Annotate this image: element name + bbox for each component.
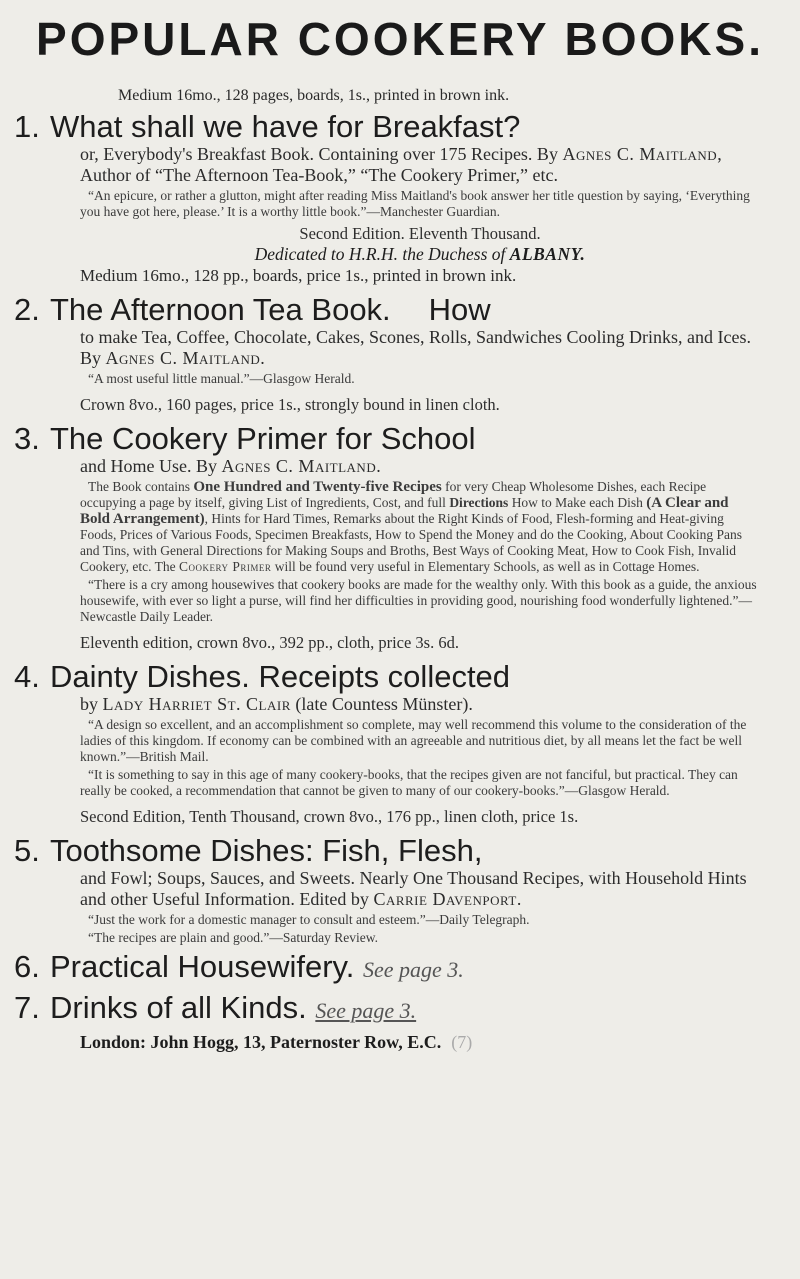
book-title bbox=[14, 990, 760, 1028]
contents-text: will be found very useful in Elementary Schools, as well as in Cottage Homes. bbox=[271, 559, 700, 574]
publisher-address: London: John Hogg, 13, Paternoster Row, E.C. bbox=[80, 1032, 442, 1052]
book-entry bbox=[14, 109, 760, 286]
book-title bbox=[14, 659, 760, 694]
review-quote: “A design so excellent, and an accomplishment so complete, may well recommend this volume to the consideration of the ladies of this kingdom. If economy can be combined with an agreeable and nutritious diet, by all means let the fact be well known.”—British Mail. bbox=[80, 717, 747, 764]
book-title bbox=[14, 109, 760, 144]
review-quote: “There is a cry among housewives that cookery books are made for the wealthy only. With this book as a guide, the anxious housewife, with ever so light a purse, will find her difficulties in providing good, nourishing food wonderfully lightened.”—Newcastle Daily Leader. bbox=[80, 577, 757, 624]
book-description bbox=[80, 868, 760, 910]
title-text: The Cookery Primer for School bbox=[50, 421, 476, 456]
book-title bbox=[14, 833, 760, 868]
contents-highlight: (A Clear and Bold Arrangement) bbox=[80, 495, 729, 527]
page-number: (7) bbox=[451, 1032, 473, 1052]
entry-number: 5. bbox=[14, 833, 40, 868]
title-text: Drinks of all Kinds. bbox=[50, 990, 307, 1025]
title-text-continued: How bbox=[428, 292, 491, 327]
title-text: Practical Housewifery. bbox=[50, 949, 355, 984]
dedication-text: Dedicated to H.R.H. the Duchess of bbox=[254, 244, 510, 264]
review-quote: “Just the work for a domestic manager to consult and esteem.”—Daily Telegraph. bbox=[88, 912, 530, 927]
contents-text: The Book contains bbox=[88, 479, 194, 494]
desc-text: , Author of “The Afternoon Tea-Book,” “The Cookery Primer,” etc. bbox=[80, 144, 722, 185]
contents-text: How to Make each Dish bbox=[508, 495, 647, 510]
page-reference: See page 3. bbox=[315, 998, 417, 1023]
book-entry bbox=[14, 659, 760, 827]
author-name: Agnes C. Maitland bbox=[562, 144, 718, 164]
book-entry bbox=[14, 833, 760, 946]
contents-highlight: One Hundred and Twenty-five Recipes bbox=[193, 479, 442, 495]
author-name: Carrie Davenport. bbox=[373, 889, 522, 909]
dedication bbox=[80, 244, 760, 265]
book-list bbox=[0, 86, 800, 1053]
review-quote: “A most useful little manual.”—Glasgow Herald. bbox=[88, 371, 355, 386]
format-info: Medium 16mo., 128 pp., boards, price 1s., printed in brown ink. bbox=[80, 266, 517, 285]
book-entry bbox=[14, 990, 760, 1028]
edition-info: Second Edition, Tenth Thousand, crown 8vo., 176 pp., linen cloth, price 1s. bbox=[80, 807, 579, 826]
review-quote: “An epicure, or rather a glutton, might after reading Miss Maitland's book answer her title question by saying, ‘Everything you have got here, please.’ It is a worthy little book.”—Manchester Guardian. bbox=[80, 188, 750, 219]
dedicatee: ALBANY. bbox=[509, 244, 586, 264]
book-description bbox=[80, 694, 760, 715]
book-description bbox=[80, 144, 760, 186]
book-title bbox=[14, 421, 760, 456]
edition-info: Crown 8vo., 160 pages, price 1s., strongly bound in linen cloth. bbox=[80, 395, 500, 414]
page-title: POPULAR COOKERY BOOKS. bbox=[36, 13, 764, 65]
desc-text: to make Tea, Coffee, Chocolate, Cakes, Scones, Rolls, Sandwiches Cooling Drinks, and Ices. By bbox=[80, 327, 751, 368]
entry-number: 7. bbox=[14, 990, 40, 1025]
edition-info: Second Edition. Eleventh Thousand. bbox=[299, 224, 541, 243]
contents-highlight: Directions bbox=[449, 495, 509, 510]
entry-number: 2. bbox=[14, 292, 40, 327]
desc-text: (late Countess Münster). bbox=[290, 694, 473, 714]
author-name: Agnes C. Maitland. bbox=[221, 456, 382, 476]
desc-text: and Fowl; Soups, Sauces, and Sweets. Nearly One Thousand Recipes, with Household Hints and other Useful Information. Edited by bbox=[80, 868, 747, 909]
book-entry bbox=[14, 292, 760, 415]
entry-pre-meta: Medium 16mo., 128 pages, boards, 1s., printed in brown ink. bbox=[118, 87, 510, 104]
contents-text: , Hints for Hard Times, Remarks about the Right Kinds of Food, Flesh-forming and Heat-giving Foods, Prices of Various Foods, Specimen Breakfasts, How to Spend the Money and do the Cooking, About Cooking Pans and Tins, with General Directions for Making Soups and Broths, Best Ways of Cooking Meat, How to Cook Fish, Invalid Cookery, etc. The bbox=[80, 511, 742, 574]
page-reference: See page 3. bbox=[362, 957, 464, 982]
desc-text: by bbox=[80, 694, 103, 714]
book-contents bbox=[80, 479, 760, 575]
title-text: The Afternoon Tea Book. bbox=[50, 292, 391, 327]
edition-info: Eleventh edition, crown 8vo., 392 pp., cloth, price 3s. 6d. bbox=[80, 633, 459, 652]
review-quote: “It is something to say in this age of many cookery-books, that the recipes given are not fanciful, but practical. They can really be cooked, a recommendation that cannot be given to many of our cookery-books.”—Glasgow Herald. bbox=[80, 767, 738, 798]
author-name: Agnes C. Maitland. bbox=[105, 348, 266, 368]
book-description bbox=[80, 327, 760, 369]
entry-number: 4. bbox=[14, 659, 40, 694]
book-description bbox=[80, 456, 760, 477]
publisher-imprint bbox=[80, 1032, 760, 1053]
book-entry bbox=[14, 421, 760, 653]
title-text: Toothsome Dishes: Fish, Flesh, bbox=[50, 833, 483, 868]
entry-number: 1. bbox=[14, 109, 40, 144]
title-text: What shall we have for Breakfast? bbox=[50, 109, 521, 144]
book-title bbox=[14, 292, 760, 327]
review-quote: “The recipes are plain and good.”—Saturday Review. bbox=[88, 930, 379, 945]
title-text: Dainty Dishes. Receipts collected bbox=[50, 659, 511, 694]
entry-number: 6. bbox=[14, 949, 40, 984]
desc-text: or, Everybody's Breakfast Book. Containing over 175 Recipes. By bbox=[80, 144, 563, 164]
author-name: Lady Harriet St. Clair bbox=[102, 694, 291, 714]
book-title bbox=[14, 949, 760, 987]
contents-text: for very Cheap Wholesome Dishes, each Recipe occupying a page by itself, giving List of Ingredients, Cost, and full bbox=[80, 479, 707, 510]
book-entry bbox=[14, 949, 760, 987]
desc-text: and Home Use. By bbox=[80, 456, 222, 476]
entry-number: 3. bbox=[14, 421, 40, 456]
contents-book-name: Cookery Primer bbox=[178, 559, 272, 574]
